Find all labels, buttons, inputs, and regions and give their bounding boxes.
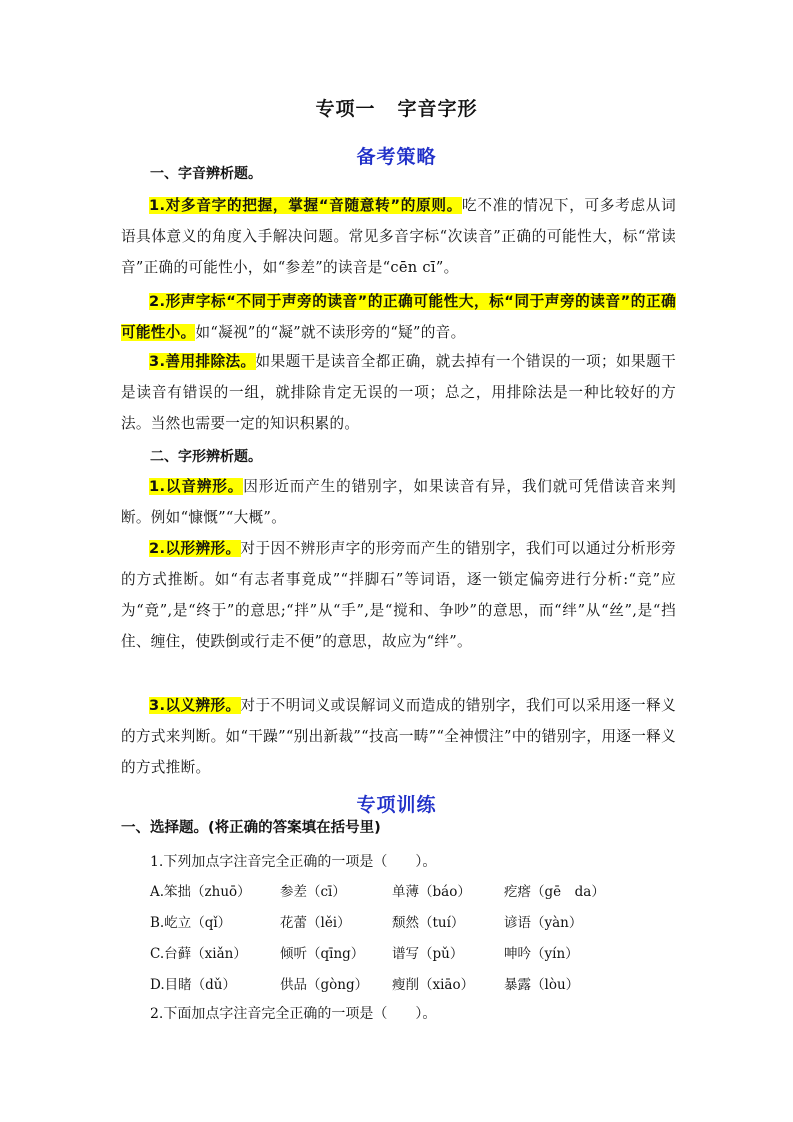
strategy-text-6: 对于不明词义或误解词义而造成的错别字，我们可以采用逐一释义的方式来判断。如“干躁”“别出新裁”“技高一畴”“全神惯注”中的错别字，用逐一释义的方式推断。 <box>121 697 676 776</box>
strategy-text-2: 如“凝视”的“凝”就不读形旁的“疑”的音。 <box>195 324 466 341</box>
option-d-word-3: 瘦削（xiāo） <box>392 977 475 993</box>
option-b-word-4: 谚语（yàn） <box>504 915 583 931</box>
strategy-paragraph-4 <box>121 471 676 533</box>
question-2: 2.下面加点字注音完全正确的一项是（ ）。 <box>150 1006 437 1022</box>
option-row-c <box>150 942 670 964</box>
training-heading: 专项训练 <box>356 794 437 816</box>
option-b-word-3: 颓然（tuí） <box>392 915 465 931</box>
question-1: 1.下列加点字注音完全正确的一项是（ ）。 <box>150 854 437 870</box>
highlight-rule-3: 3.善用排除法。 <box>149 353 256 370</box>
part-choice-questions: 一、选择题。(将正确的答案填在括号里) <box>121 820 381 836</box>
option-d-word-4: 暴露（lòu） <box>504 977 580 993</box>
strategy-text-3: 如果题干是读音全都正确，就去掉有一个错误的一项；如果题干是读音有错误的一组，就排除肯定无误的一项；总之，用排除法是一种比较好的方法。当然也需要一定的知识积累的。 <box>121 353 676 432</box>
highlight-rule-4: 1.以音辨形。 <box>149 478 244 495</box>
option-c-word-3: 谱写（pǔ） <box>392 946 464 962</box>
option-row-b <box>150 911 670 933</box>
strategy-paragraph-2 <box>121 286 676 348</box>
strategy-paragraph-5 <box>121 533 676 657</box>
option-d-word-2: 供品（gòng） <box>280 977 369 993</box>
page-title-left: 专项一 <box>315 98 376 120</box>
section-glyph: 二、字形辨析题。 <box>150 449 262 465</box>
option-a-word-2: 参差（cī） <box>280 884 346 900</box>
strategy-paragraph-6 <box>121 690 676 783</box>
option-b-word-1: B.屹立（qǐ） <box>150 915 232 931</box>
option-c-word-1: C.台藓（xiǎn） <box>150 946 247 962</box>
option-c-word-2: 倾听（qīng） <box>280 946 365 962</box>
strategy-text-1: 吃不准的情况下，可多考虑从词语具体意义的角度入手解决问题。常见多音字标“次读音”正确的可能性大，标“常读音”正确的可能性小，如“参差”的读音是“cēn cī”。 <box>121 197 677 276</box>
strategy-text-5: 对于因不辨形声字的形旁而产生的错别字，我们可以通过分析形旁的方式推断。如“有志者事竟成”“拌脚石”等词语，逐一锁定偏旁进行分析:“竞”应为“竟”,是“终于”的意思;“拌”从“手”,是“搅和、争吵”的意思，而“绊”从“丝”,是“挡住、缠住，使跌倒或行走不便”的意思，故应为“绊”。 <box>121 540 676 650</box>
page-title <box>0 94 793 121</box>
option-a-word-4: 疙瘩（gē da） <box>504 884 605 900</box>
highlight-rule-2: 2.形声字标“不同于声旁的读音”的正确可能性大，标“同于声旁的读音”的正确可能性小。 <box>121 293 676 341</box>
highlight-rule-5: 2.以形辨形。 <box>149 540 241 557</box>
option-row-a <box>150 880 670 902</box>
highlight-rule-6: 3.以义辨形。 <box>149 697 241 714</box>
option-a-word-1: A.笨拙（zhuō） <box>150 884 251 900</box>
option-a-word-3: 单薄（báo） <box>392 884 471 900</box>
section-pronunciation: 一、字音辨析题。 <box>150 166 262 182</box>
strategy-text-4: 因形近而产生的错别字，如果读音有异，我们就可凭借读音来判断。例如“慷慨”“大概”。 <box>121 478 676 526</box>
strategy-paragraph-1 <box>121 190 676 283</box>
strategy-heading: 备考策略 <box>356 146 437 168</box>
option-c-word-4: 呻吟（yín） <box>504 946 579 962</box>
option-row-d <box>150 973 670 995</box>
option-d-word-1: D.目睹（dǔ） <box>150 977 236 993</box>
page-title-right: 字音字形 <box>397 98 478 120</box>
highlight-rule-1: 1.对多音字的把握，掌握“音随意转”的原则。 <box>149 197 463 214</box>
strategy-paragraph-3 <box>121 346 676 439</box>
option-b-word-2: 花蕾（lěi） <box>280 915 351 931</box>
